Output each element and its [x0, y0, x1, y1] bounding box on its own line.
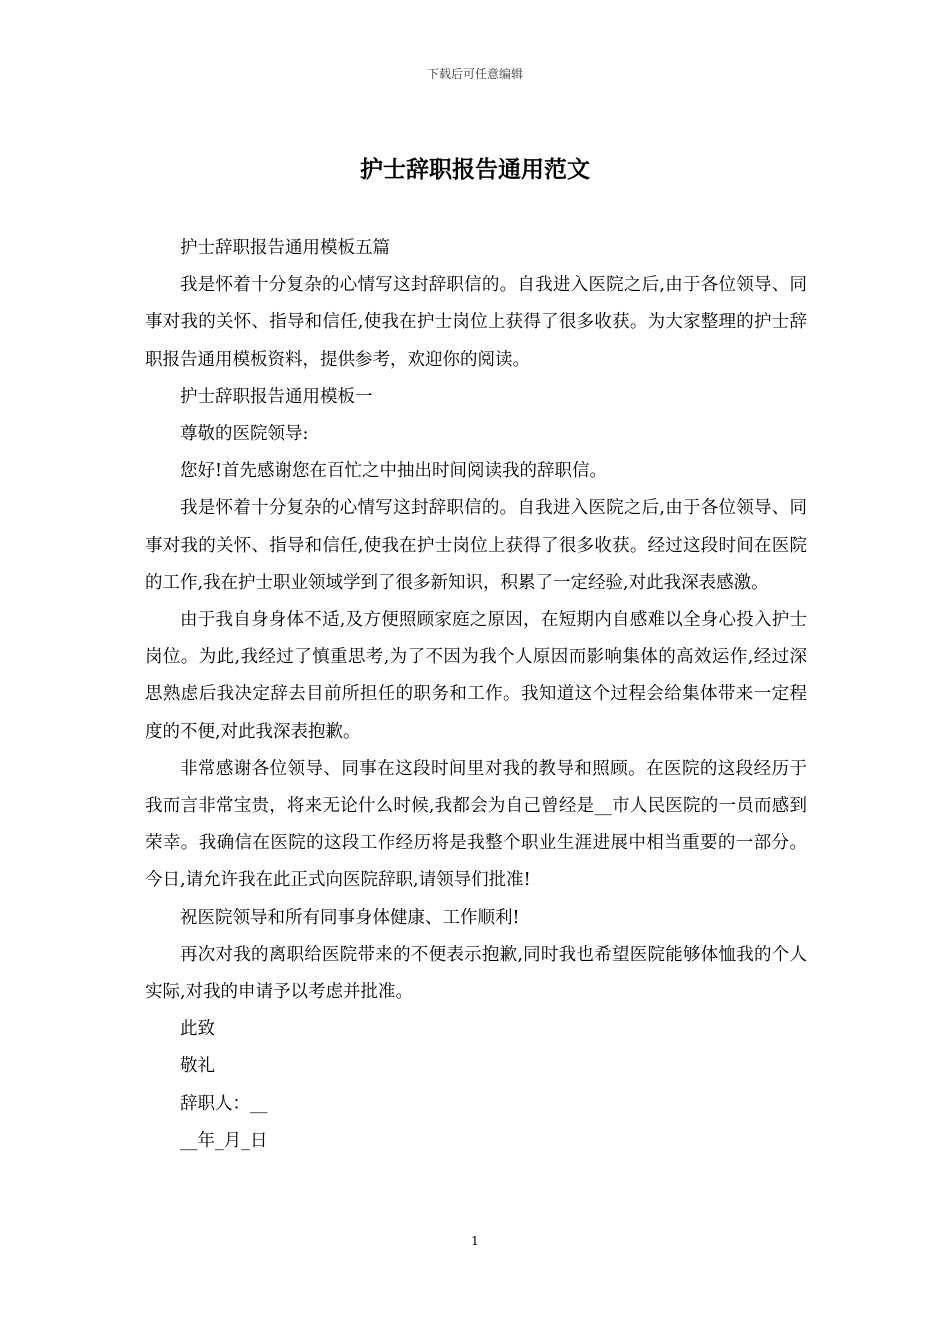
body-paragraph: 我是怀着十分复杂的心情写这封辞职信的。自我进入医院之后,由于各位领导、同事对我的关怀、指导和信任,使我在护士岗位上获得了很多收获。经过这段时间在医院的工作,我在护士职业领域学到了很多新知识，积累了一定经验,对此我深表感激。: [145, 498, 807, 593]
document-body: [145, 230, 807, 1160]
intro-paragraph: 我是怀着十分复杂的心情写这封辞职信的。自我进入医院之后,由于各位领导、同事对我的关怀、指导和信任,使我在护士岗位上获得了很多收获。为大家整理的护士辞职报告通用模板资料，提供参考，欢迎你的阅读。: [145, 275, 807, 370]
signature-line: 辞职人：__: [180, 1093, 268, 1114]
greeting-paragraph: 您好!首先感谢您在百忙之中抽出时间阅读我的辞职信。: [180, 461, 608, 482]
body-paragraph: 再次对我的离职给医院带来的不便表示抱歉,同时我也希望医院能够体恤我的个人实际,对我的申请予以考虑并批准。: [145, 944, 807, 1003]
closing-line: 此致: [180, 1019, 215, 1040]
subtitle-paragraph: 护士辞职报告通用模板五篇: [180, 238, 390, 258]
closing-regards: 敬礼: [180, 1056, 215, 1077]
section-heading: 护士辞职报告通用模板一: [180, 386, 373, 407]
salutation: 尊敬的医院领导:: [180, 424, 309, 445]
date-line: __年_月_日: [180, 1130, 268, 1151]
page-header: 下载后可任意编辑: [426, 67, 523, 81]
page-number: 1: [471, 1234, 479, 1248]
wishes-paragraph: 祝医院领导和所有同事身体健康、工作顺利!: [180, 907, 520, 928]
document-title: 护士辞职报告通用范文: [360, 156, 590, 183]
body-paragraph: 由于我自身身体不适,及方便照顾家庭之原因，在短期内自感难以全身心投入护士岗位。为此,我经过了慎重思考,为了不因为我个人原因而影响集体的高效运作,经过深思熟虑后我决定辞去目前所担任的职务和工作。我知道这个过程会给集体带来一定程度的不便,对此我深表抱歉。: [145, 610, 807, 742]
body-paragraph: 非常感谢各位领导、同事在这段时间里对我的教导和照顾。在医院的这段经历于我而言非常宝贵，将来无论什么时候,我都会为自己曾经是__市人民医院的一员而感到荣幸。我确信在医院的这段工作经历将是我整个职业生涯进展中相当重要的一部分。今日,请允许我在此正式向医院辞职,请领导们批准!: [145, 758, 807, 891]
